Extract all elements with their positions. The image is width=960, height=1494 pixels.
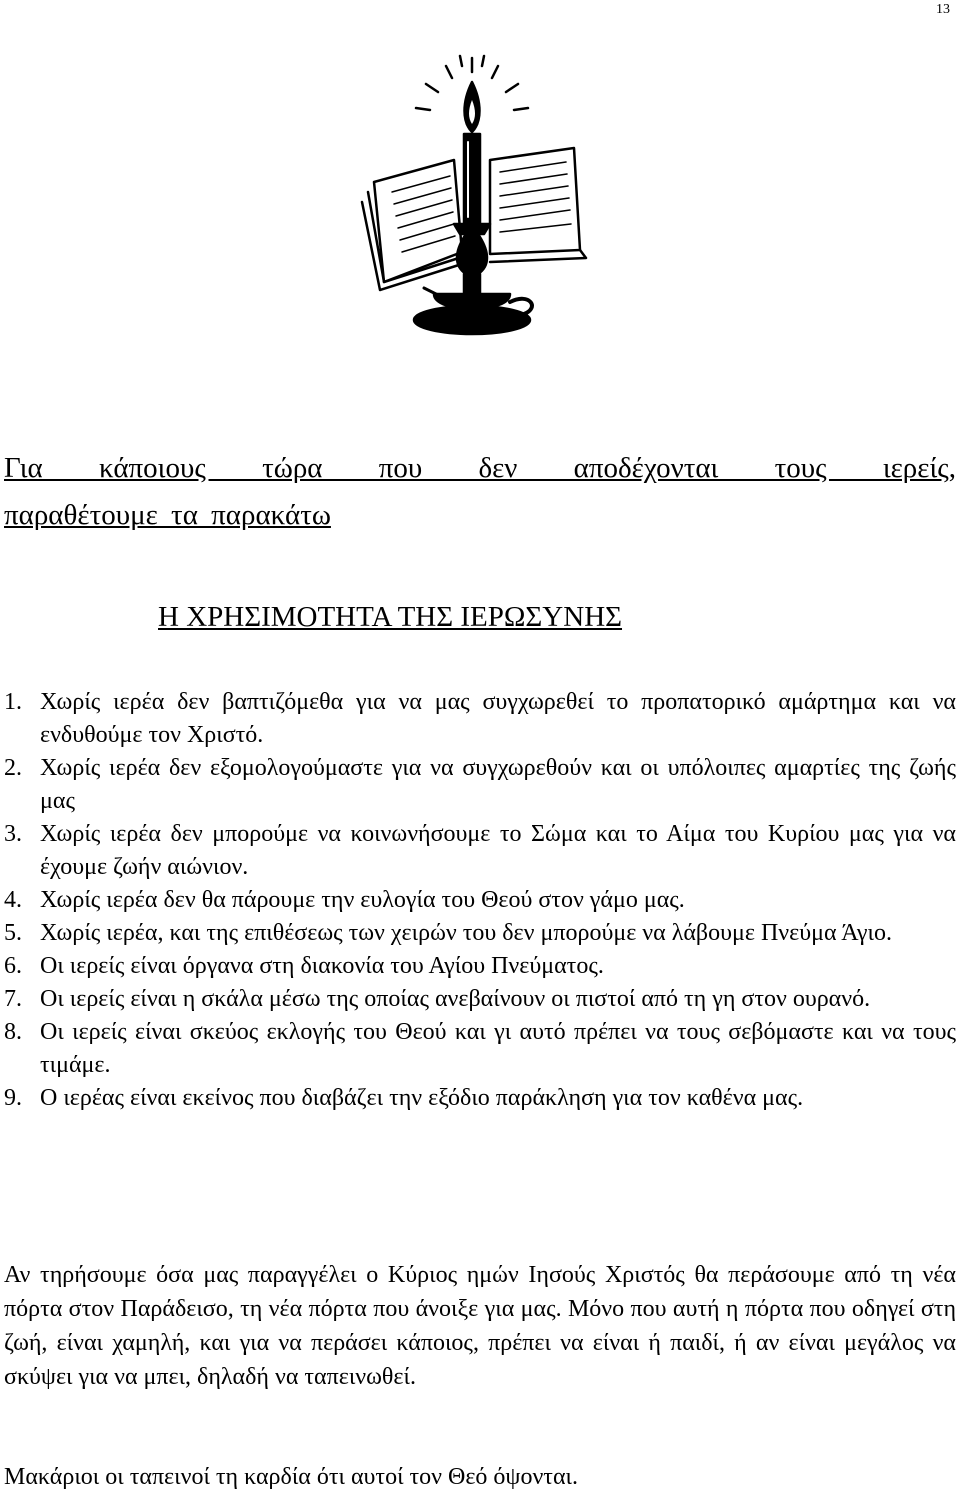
heading-line-1: Για κάποιους τώρα που δεν αποδέχονται τους ιερείς, — [4, 452, 956, 484]
list-item-text: Οι ιερείς είναι η σκάλα μέσω της οποίας ανεβαίνουν οι πιστοί από τη γη στον ουρανό. — [40, 986, 871, 1012]
list-item-number: 2. — [4, 755, 22, 781]
list-item — [4, 884, 956, 917]
list-item — [4, 752, 956, 818]
list-item-text: Χωρίς ιερέα δεν βαπτιζόμεθα για να μας συγχωρεθεί το προπατορικό αμάρτημα και να ενδυθούμε τον Χριστό. — [40, 689, 956, 748]
list-item-text: Ο ιερέας είναι εκείνος που διαβάζει την εξόδιο παράκληση για τον καθένα μας. — [40, 1085, 804, 1111]
heading-line-2: παραθέτουμε τα παρακάτω — [4, 499, 331, 531]
beatitude-line: Μακάριοι οι ταπεινοί τη καρδία ότι αυτοί τον Θεό όψονται. — [4, 1464, 578, 1490]
list-item-number: 3. — [4, 821, 22, 847]
list-item-number: 4. — [4, 887, 22, 913]
page-number: 13 — [936, 2, 950, 17]
list-item-text: Χωρίς ιερέα δεν θα πάρουμε την ευλογία του Θεού στον γάμο μας. — [40, 887, 685, 913]
list-item — [4, 917, 956, 950]
list-item-text: Χωρίς ιερέα δεν μπορούμε να κοινωνήσουμε το Σώμα και το Αίμα του Κυρίου μας για να έχουμε ζωήν αιώνιον. — [40, 821, 956, 880]
list-item-text: Οι ιερείς είναι σκεύος εκλογής του Θεού και γι αυτό πρέπει να τους σεβόμαστε και να τους τιμάμε. — [40, 1019, 956, 1078]
list-item-text: Χωρίς ιερέα, και της επιθέσεως των χειρών του δεν μπορούμε να λάβουμε Πνεύμα Άγιο. — [40, 920, 892, 946]
list-item — [4, 983, 956, 1016]
list-item-number: 5. — [4, 920, 22, 946]
list-item-number: 8. — [4, 1019, 22, 1045]
list-item — [4, 1082, 956, 1115]
list-item-number: 1. — [4, 689, 22, 715]
closing-paragraph: Αν τηρήσουμε όσα μας παραγγέλει ο Κύριος ημών Ιησούς Χριστός θα περάσουμε από τη νέα πόρτα στον Παράδεισο, τη νέα πόρτα που άνοιξε για μας. Μόνο που αυτή η πόρτα που οδηγεί στη ζωή, είναι χαμηλή, και για να περάσει κάποιος, πρέπει να είναι ή παιδί, ή αν είναι μεγάλος να σκύψει για να μπει, δηλαδή να ταπεινωθεί. — [4, 1262, 956, 1390]
list-item — [4, 950, 956, 983]
list-item-number: 9. — [4, 1085, 22, 1111]
list-item — [4, 1016, 956, 1082]
list-item-text: Χωρίς ιερέα δεν εξομολογούμαστε για να συγχωρεθούν και οι υπόλοιπες αμαρτίες της ζωής μας — [40, 755, 956, 814]
list-item — [4, 686, 956, 752]
priesthood-usefulness-list — [4, 686, 956, 1115]
candle-and-open-book-icon — [354, 52, 594, 347]
section-title: Η ΧΡΗΣΙΜΟΤΗΤΑ ΤΗΣ ΙΕΡΩΣΥΝΗΣ — [158, 601, 623, 633]
list-item — [4, 818, 956, 884]
list-item-number: 7. — [4, 986, 22, 1012]
list-item-number: 6. — [4, 953, 22, 979]
list-item-text: Οι ιερείς είναι όργανα στη διακονία του Αγίου Πνεύματος. — [40, 953, 604, 979]
